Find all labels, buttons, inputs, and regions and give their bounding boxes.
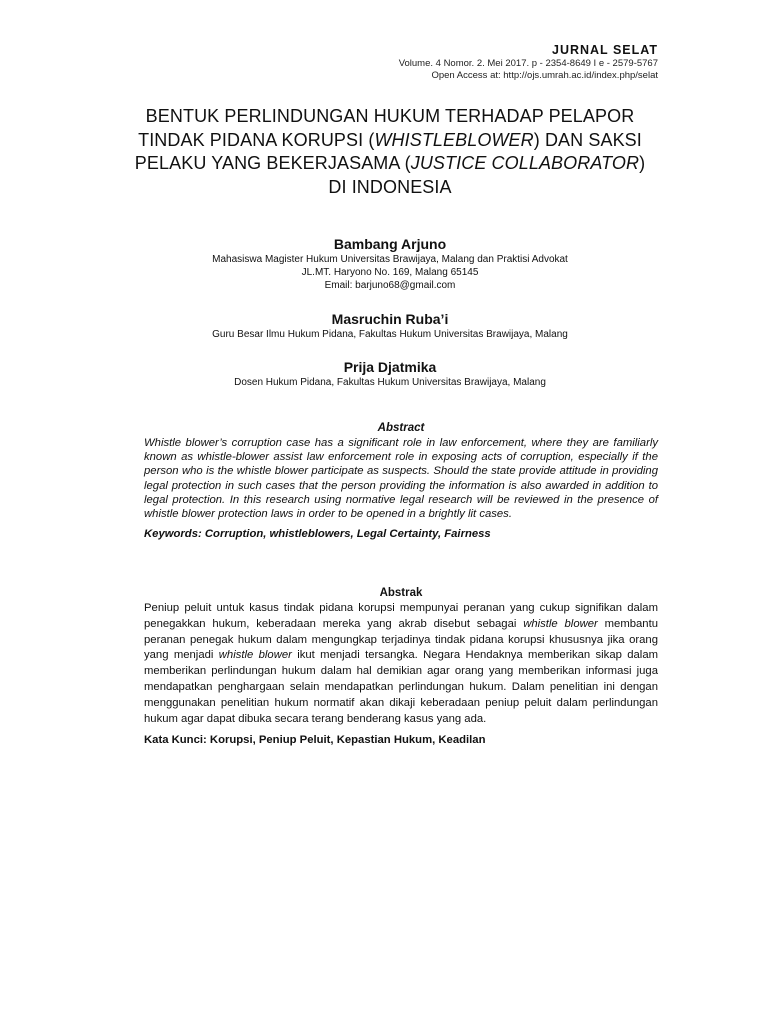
abstract-indonesian: [144, 586, 658, 748]
abstrak-line: Peniup peluit untuk kasus tindak pidana korupsi mempunyai peranan yang cukup signifikan dalam: [144, 602, 658, 614]
abstrak-heading: Abstrak: [379, 587, 423, 599]
keywords: Keywords: Corruption, whistleblowers, Legal Certainty, Fairness: [144, 528, 491, 541]
author-3: [110, 358, 670, 389]
abstrak-line: hukum agar dapat dibuka secara terang benderang kasus yang ada.: [144, 712, 487, 725]
abstract-line: known as whistle-blower assist law enforcement role in exposing acts of corruption, especially if the: [144, 451, 658, 464]
abstrak-line: menggunakan penelitian hukum normatif akan dikaji keberadaan peniup peluit dalam perlindungan: [144, 696, 658, 709]
author-2-affiliation: Guru Besar Ilmu Hukum Pidana, Fakultas Hukum Universitas Brawijaya, Malang: [212, 329, 568, 340]
abstract-body: [144, 436, 658, 521]
author-1-email: Email: barjuno68@gmail.com: [324, 280, 456, 291]
journal-header: [399, 42, 658, 81]
title-line-4: DI INDONESIA: [328, 176, 452, 197]
title-whistleblower-term: WHISTLEBLOWER: [374, 129, 534, 150]
title-line-2-pre: TINDAK PIDANA KORUPSI (: [138, 129, 375, 150]
journal-access-line: Open Access at: http://ojs.umrah.ac.id/index.php/selat: [431, 69, 658, 81]
title-line-3: [110, 152, 670, 176]
journal-volume-line: Volume. 4 Nomor. 2. Mei 2017. p - 2354-8649 I e - 2579-5767: [398, 58, 658, 69]
abstrak-line-4-pre: yang menjadi: [144, 649, 219, 662]
title-justice-collaborator-term: JUSTICE COLLABORATOR: [410, 153, 640, 173]
paper-title: [110, 105, 670, 199]
abstract-line: person who is the whistle blower participate as suspects. Should the state provide attitude in providing: [144, 465, 658, 478]
author-3-affiliation: Dosen Hukum Pidana, Fakultas Hukum Universitas Brawijaya, Malang: [234, 377, 546, 388]
abstrak-line: memberikan perlindungan hukum dalam hal demikian agar orang yang memberikan informasi juga: [144, 665, 658, 678]
kata-kunci: Kata Kunci: Korupsi, Peniup Peluit, Kepastian Hukum, Keadilan: [144, 734, 486, 747]
author-1: [110, 235, 670, 292]
author-2: [110, 310, 670, 341]
abstrak-line: [144, 649, 658, 661]
title-line-2: [110, 129, 670, 153]
abstrak-whistle-blower-term: whistle blower: [523, 617, 598, 630]
author-1-address: JL.MT. Haryono No. 169, Malang 65145: [301, 267, 479, 278]
title-line-3-post: ): [639, 153, 646, 173]
author-1-name: Bambang Arjuno: [333, 236, 447, 252]
journal-name: JURNAL SELAT: [552, 43, 658, 57]
abstrak-line: [144, 618, 658, 630]
abstract-heading: Abstract: [377, 422, 425, 434]
abstrak-line-2-post: membantu: [597, 617, 658, 630]
abstract-english: [144, 421, 658, 542]
author-1-affiliation: Mahasiswa Magister Hukum Universitas Brawijaya, Malang dan Praktisi Advokat: [212, 254, 568, 265]
abstract-line: legal protection in such cases that the person providing the information is also awarded in addition to: [144, 479, 658, 492]
abstrak-line: peranan penegak hukum dalam mengungkap terjadinya tindak pidana korupsi khususnya jika orang: [144, 633, 658, 646]
abstract-line: Whistle blower’s corruption case has a significant role in law enforcement, where they are familiarly: [144, 437, 658, 449]
author-3-name: Prija Djatmika: [343, 359, 437, 375]
abstrak-body: [144, 601, 658, 727]
abstract-line: legal protection. In this research using normative legal research will be reviewed in the presence of: [144, 493, 658, 506]
title-line-3-pre: PELAKU YANG BEKERJASAMA (: [134, 153, 411, 173]
abstrak-whistle-blower-term: whistle blower: [218, 649, 292, 662]
title-line-2-post: ) DAN SAKSI: [533, 129, 642, 150]
abstrak-line: mendapatkan penghargaan selain mendapatkan perlindungan hukum. Dalam penelitian ini dengan: [144, 680, 658, 693]
abstrak-line-2-pre: penegakkan hukum, keberadaan mereka yang akrab disebut sebagai: [144, 617, 524, 630]
abstrak-line-4-post: ikut menjadi tersangka. Negara Hendaknya memberikan sikap dalam: [291, 649, 659, 662]
abstract-line: whistle blower protection laws in order to be opened in a brightly lit cases.: [144, 508, 512, 521]
author-2-name: Masruchin Ruba’i: [331, 311, 449, 327]
title-line-1: BENTUK PERLINDUNGAN HUKUM TERHADAP PELAPOR: [145, 106, 635, 126]
